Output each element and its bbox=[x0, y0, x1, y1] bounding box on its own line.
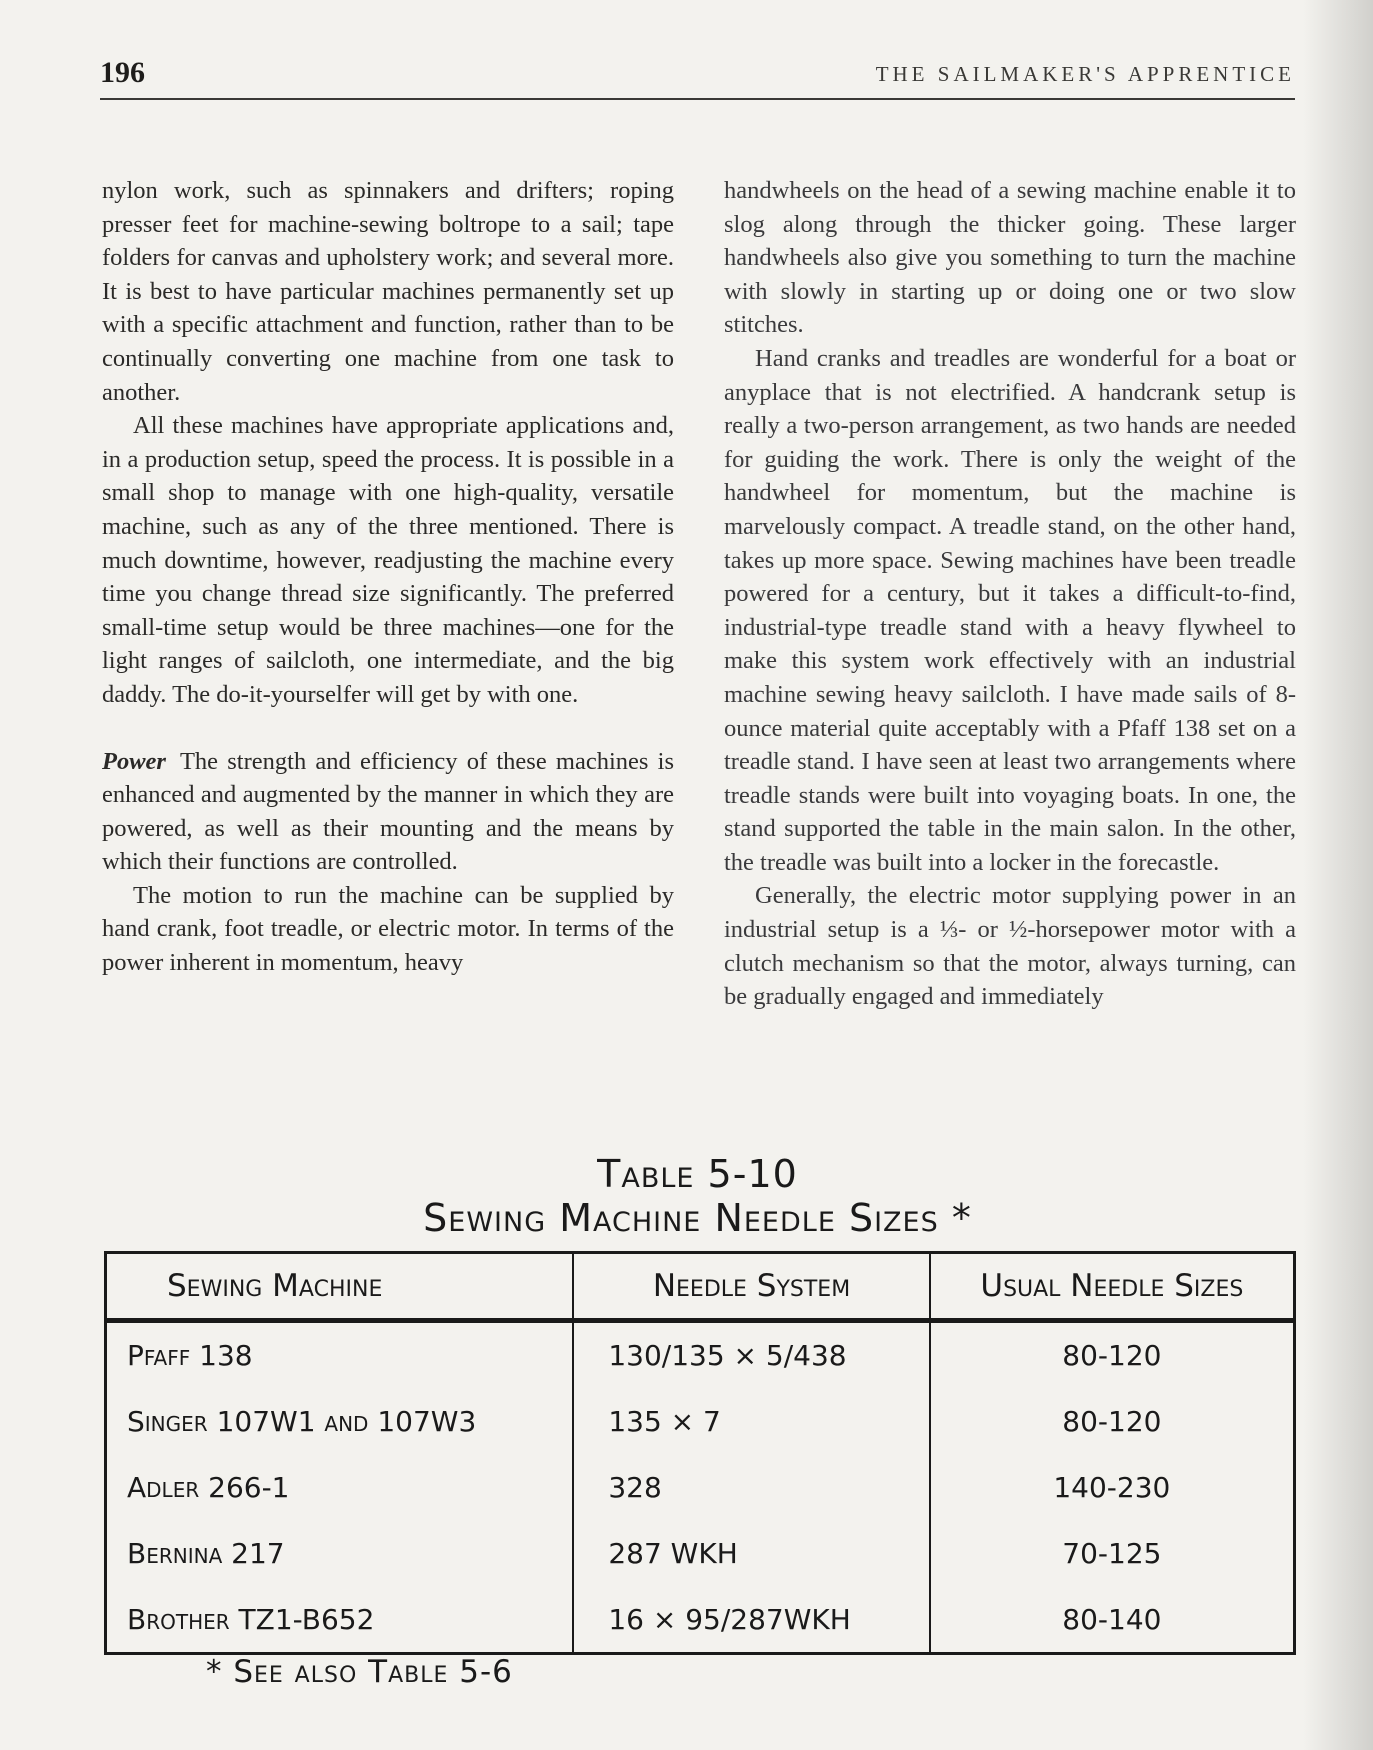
table-title: Sewing Machine Needle Sizes * bbox=[423, 1196, 972, 1240]
machine-cell: Pfaff 138 bbox=[106, 1321, 574, 1389]
column-header-needle-sizes: Usual Needle Sizes bbox=[930, 1253, 1295, 1321]
needle-system-cell: 135 × 7 bbox=[573, 1389, 929, 1455]
paragraph: Generally, the electric motor supplying power in an industrial setup is a ⅓- or ½-horsepower motor with a clutch mechanism so that the motor, always turning, can be gradually engaged and immediately bbox=[724, 882, 1296, 1011]
paragraph: The motion to run the machine can be supplied by hand crank, foot treadle, or electric motor. In terms of the power inherent in momentum, heavy bbox=[102, 881, 674, 977]
paragraph: nylon work, such as spinnakers and drifters; roping presser feet for machine-sewing boltrope to a sail; tape folders for canvas and upholstery work; and several more. It is best to have particular machines permanently set up with a specific attachment and function, rather than to be continually converting one machine from one task to another. bbox=[102, 177, 674, 406]
table-row bbox=[106, 1455, 1295, 1521]
table-row bbox=[106, 1586, 1295, 1653]
table-header-row bbox=[106, 1253, 1295, 1321]
machine-cell: Singer 107W1 and 107W3 bbox=[106, 1389, 574, 1455]
section-heading-power: Power bbox=[102, 747, 166, 775]
needle-sizes-cell: 70-125 bbox=[930, 1520, 1295, 1586]
needle-sizes-cell: 80-120 bbox=[930, 1321, 1295, 1389]
needle-size-table bbox=[104, 1251, 1296, 1655]
machine-cell: Bernina 217 bbox=[106, 1520, 574, 1586]
paragraph-text: The strength and efficiency of these machines is enhanced and augmented by the manner in which they are powered, as well as their mounting and the means by which their functions are controlled. bbox=[102, 747, 674, 876]
paragraph: All these machines have appropriate applications and, in a production setup, speed the process. It is possible in a small shop to manage with one high-quality, versatile machine, such as any of the three mentioned. There is much downtime, however, readjusting the machine every time you change thread size significantly. The preferred small-time setup would be three machines—one for the light ranges of sailcloth, one intermediate, and the big daddy. The do-it-yourselfer will get by with one. bbox=[102, 412, 674, 708]
table-row bbox=[106, 1520, 1295, 1586]
left-column bbox=[102, 174, 674, 980]
needle-system-cell: 16 × 95/287WKH bbox=[573, 1586, 929, 1653]
table-row bbox=[106, 1321, 1295, 1389]
paragraph-power bbox=[102, 745, 674, 879]
needle-sizes-cell: 140-230 bbox=[930, 1455, 1295, 1521]
header-rule bbox=[100, 98, 1295, 100]
needle-sizes-cell: 80-120 bbox=[930, 1389, 1295, 1455]
right-column bbox=[724, 174, 1296, 1014]
machine-cell: Brother TZ1-B652 bbox=[106, 1586, 574, 1653]
needle-sizes-cell: 80-140 bbox=[930, 1586, 1295, 1653]
machine-cell: Adler 266-1 bbox=[106, 1455, 574, 1521]
table-row bbox=[106, 1389, 1295, 1455]
column-header-machine: Sewing Machine bbox=[106, 1253, 574, 1321]
paragraph: handwheels on the head of a sewing machine enable it to slog along through the thicker going. These larger handwheels also give you something to turn the machine with slowly in starting up or doing one or two slow stitches. bbox=[724, 177, 1296, 339]
table-number: Table 5-10 bbox=[597, 1152, 798, 1196]
paragraph: Hand cranks and treadles are wonderful for a boat or anyplace that is not electrified. A handcrank setup is really a two-person arrangement, as two hands are needed for guiding the work. There is only the weight of the handwheel for momentum, but the machine is marvelously compact. A treadle stand, on the other hand, takes up more space. Sewing machines have been treadle powered for a century, but it takes a difficult-to-find, industrial-type treadle stand with a heavy flywheel to make this system work effectively with an industrial machine sewing heavy sailcloth. I have made sails of 8-ounce material quite acceptably with a Pfaff 138 set on a treadle stand. I have seen at least two arrangements where treadle stands were built into voyaging boats. In one, the stand supported the table in the main salon. In the other, the treadle was built into a locker in the forecastle. bbox=[724, 344, 1296, 876]
needle-system-cell: 287 WKH bbox=[573, 1520, 929, 1586]
needle-system-cell: 130/135 × 5/438 bbox=[573, 1321, 929, 1389]
needle-system-cell: 328 bbox=[573, 1455, 929, 1521]
running-head: THE SAILMAKER'S APPRENTICE bbox=[875, 62, 1295, 86]
table-footnote: * See also Table 5-6 bbox=[206, 1654, 513, 1690]
page-number: 196 bbox=[100, 56, 145, 89]
page-edge-shadow bbox=[1303, 0, 1373, 1750]
column-header-needle-system: Needle System bbox=[573, 1253, 929, 1321]
